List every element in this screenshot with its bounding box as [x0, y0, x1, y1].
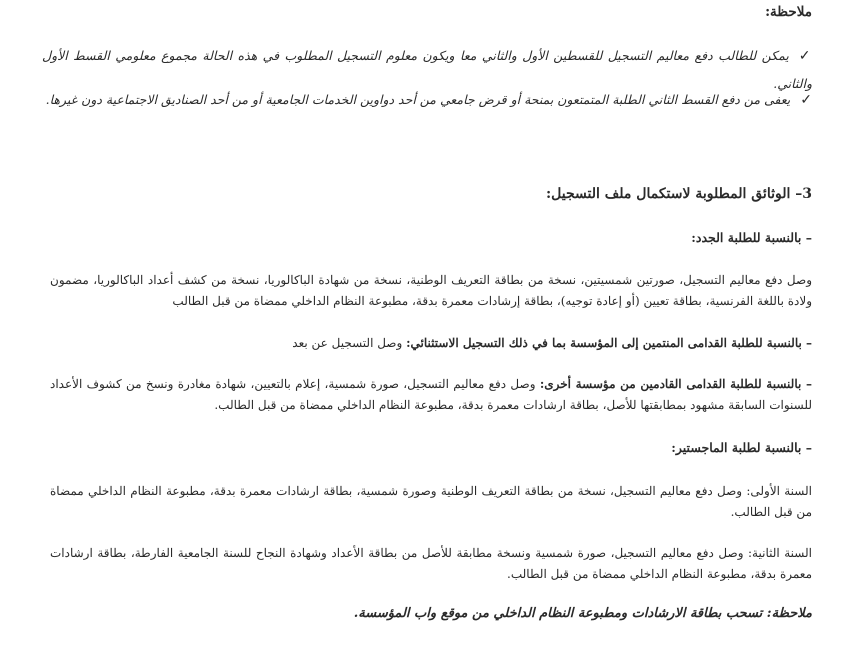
new-students-heading: – بالنسبة للطلبة الجدد: [691, 230, 812, 245]
old-students-label: – بالنسبة للطلبة القدامى المنتمين إلى المؤسسة بما في ذلك التسجيل الاستثنائي: [406, 336, 812, 350]
note-bullet-2 [42, 86, 812, 114]
note-bullet-text: يمكن للطالب دفع معاليم التسجيل للقسطين الأول والثاني معا ويكون معلوم التسجيل المطلوب في هذه الحالة مجموع معلومي القسط الأول والثاني. [42, 48, 812, 91]
transfer-students-paragraph [50, 374, 812, 416]
old-students-paragraph [50, 333, 812, 354]
old-students-text: وصل التسجيل عن بعد [292, 336, 403, 350]
final-note: ملاحظة: تسحب بطاقة الارشادات ومطبوعة النظام الداخلي من موقع واب المؤسسة. [353, 606, 812, 621]
transfer-students-label: – بالنسبة للطلبة القدامى القادمين من مؤسسة أخرى: [539, 377, 812, 391]
masters-year2-text: السنة الثانية: وصل دفع معاليم التسجيل، صورة شمسية ونسخة مطابقة للأصل من بطاقة الأعداد وشهادة النجاح للسنة الجامعية الفارطة، بطاقة ارشادات معمرة بدقة، مطبوعة النظام الداخلي ممضاة من قبل الطالب. [50, 546, 812, 581]
check-mark-icon: ✓ [800, 92, 812, 108]
note-heading: ملاحظة: [765, 4, 812, 20]
new-students-text: وصل دفع معاليم التسجيل، صورتين شمسيتين، نسخة من بطاقة التعريف الوطنية، نسخة من شهادة الباكالوريا، نسخة من كشف أعداد الباكالوريا، مضمون ولادة باللغة الفرنسية، بطاقة تعيين (أو إعادة توجيه)، بطاقة إرشادات معمرة بدقة، مطبوعة النظام الداخلي ممضاة من قبل الطالب [50, 273, 812, 308]
masters-year1-text: السنة الأولى: وصل دفع معاليم التسجيل، نسخة من بطاقة التعريف الوطنية وصورة شمسية، بطاقة ارشادات معمرة بدقة، مطبوعة النظام الداخلي ممضاة من قبل الطالب. [50, 484, 812, 519]
section-title: 3– الوثائق المطلوبة لاستكمال ملف التسجيل: [546, 186, 812, 202]
transfer-students-text: وصل دفع معاليم التسجيل، صورة شمسية، إعلام بالتعيين، شهادة مغادرة ونسخ من كشوف الأعداد للسنوات السابقة مشهود بمطابقتها للأصل، بطاقة ارشادات معمرة بدقة، مطبوعة النظام الداخلي ممضاة من قبل الطالب. [50, 377, 812, 412]
masters-heading: – بالنسبة لطلبة الماجستير: [671, 440, 812, 455]
note-bullet-text: يعفى من دفع القسط الثاني الطلبة المتمتعون بمنحة أو قرض جامعي من أحد دواوين الخدمات الجامعية أو من أحد الصناديق الاجتماعية دون غيرها. [45, 92, 791, 107]
check-mark-icon: ✓ [798, 48, 812, 64]
